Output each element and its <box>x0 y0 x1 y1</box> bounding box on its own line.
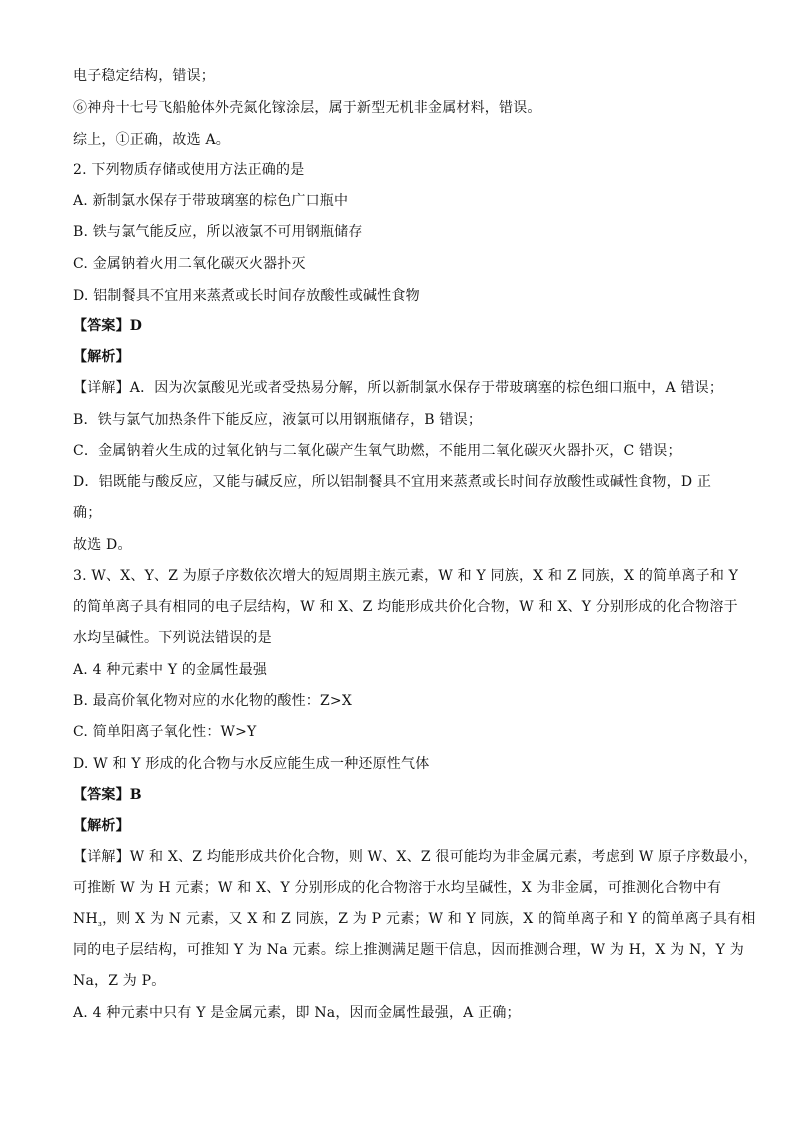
option-d: D. 铝制餐具不宜用来蒸煮或长时间存放酸性或碱性食物 <box>73 288 420 304</box>
text-line: 综上，①正确，故选 A。 <box>73 132 230 148</box>
question-stem: 2. 下列物质存储或使用方法正确的是 <box>73 162 305 178</box>
formula-nh: NH <box>73 911 98 927</box>
text-line: 的简单离子具有相同的电子层结构，W 和 X、Z 均能形成共价化合物，W 和 X、Y 分别形成的化合物溶于 <box>73 599 738 615</box>
text-line: 确； <box>73 505 102 521</box>
text-line: 【详解】W 和 X、Z 均能形成共价化合物，则 W、X、Z 很可能均为非金属元素，考虑到 W 原子序数最小， <box>73 849 758 865</box>
option-a: A. 新制氯水保存于带玻璃塞的棕色广口瓶中 <box>73 193 349 209</box>
option-c: C. 简单阳离子氧化性：W>Y <box>73 724 257 740</box>
answer-label: 【答案】B <box>73 787 142 803</box>
text-line: 水均呈碱性。下列说法错误的是 <box>73 630 272 646</box>
option-a: A. 4 种元素中 Y 的金属性最强 <box>73 662 268 678</box>
text-line: C．金属钠着火生成的过氧化钠与二氧化碳产生氧气助燃，不能用二氧化碳灭火器扑灭，C 错误； <box>73 443 682 459</box>
option-c: C. 金属钠着火用二氧化碳灭火器扑灭 <box>73 256 306 272</box>
option-b: B. 最高价氧化物对应的水化物的酸性：Z>X <box>73 693 353 709</box>
formula-subscript: ₃ <box>97 918 103 929</box>
text-line: A. 4 种元素中只有 Y 是金属元素，即 Na，因而金属性最强，A 正确； <box>73 1005 521 1021</box>
text-line: 【详解】A．因为次氯酸见光或者受热易分解，所以新制氯水保存于带玻璃塞的棕色细口瓶中，A 错误； <box>73 380 724 396</box>
text-line: 同的电子层结构，可推知 Y 为 Na 元素。综上推测满足题干信息，因而推测合理，W 为 H，X 为 N，Y 为 <box>73 942 744 958</box>
text-line: 可推断 W 为 H 元素；W 和 X、Y 分别形成的化合物溶于水均呈碱性，X 为非金属，可推测化合物中有 <box>73 880 722 896</box>
question-stem: 3. W、X、Y、Z 为原子序数依次增大的短周期主族元素，W 和 Y 同族，X 和 Z 同族，X 的简单离子和 Y <box>73 568 739 584</box>
text-line: ⑥神舟十七号飞船舱体外壳氮化镓涂层，属于新型无机非金属材料，错误。 <box>73 100 542 116</box>
text-line: 电子稳定结构，错误； <box>73 68 215 84</box>
answer-label: 【答案】D <box>73 318 143 334</box>
option-b: B. 铁与氯气能反应，所以液氯不可用钢瓶储存 <box>73 224 363 240</box>
text-line: 故选 D。 <box>73 537 132 553</box>
option-d: D. W 和 Y 形成的化合物与水反应能生成一种还原性气体 <box>73 756 430 772</box>
text-line: $NH_{_3}$，则 X 为 N 元素，又 X 和 Z 同族，Z 为 P 元素；W 和 Y 同族，X 的简单离子和 Y 的简单离子具有相 <box>73 911 756 929</box>
text-line: B．铁与氯气加热条件下能反应，液氯可以用钢瓶储存，B 错误； <box>73 412 483 428</box>
analysis-label: 【解析】 <box>73 349 130 365</box>
analysis-label: 【解析】 <box>73 818 130 834</box>
text-line: D．铝既能与酸反应，又能与碱反应，所以铝制餐具不宜用来蒸煮或长时间存放酸性或碱性食物，D 正 <box>73 474 712 490</box>
text-line: Na，Z 为 P。 <box>73 973 166 989</box>
